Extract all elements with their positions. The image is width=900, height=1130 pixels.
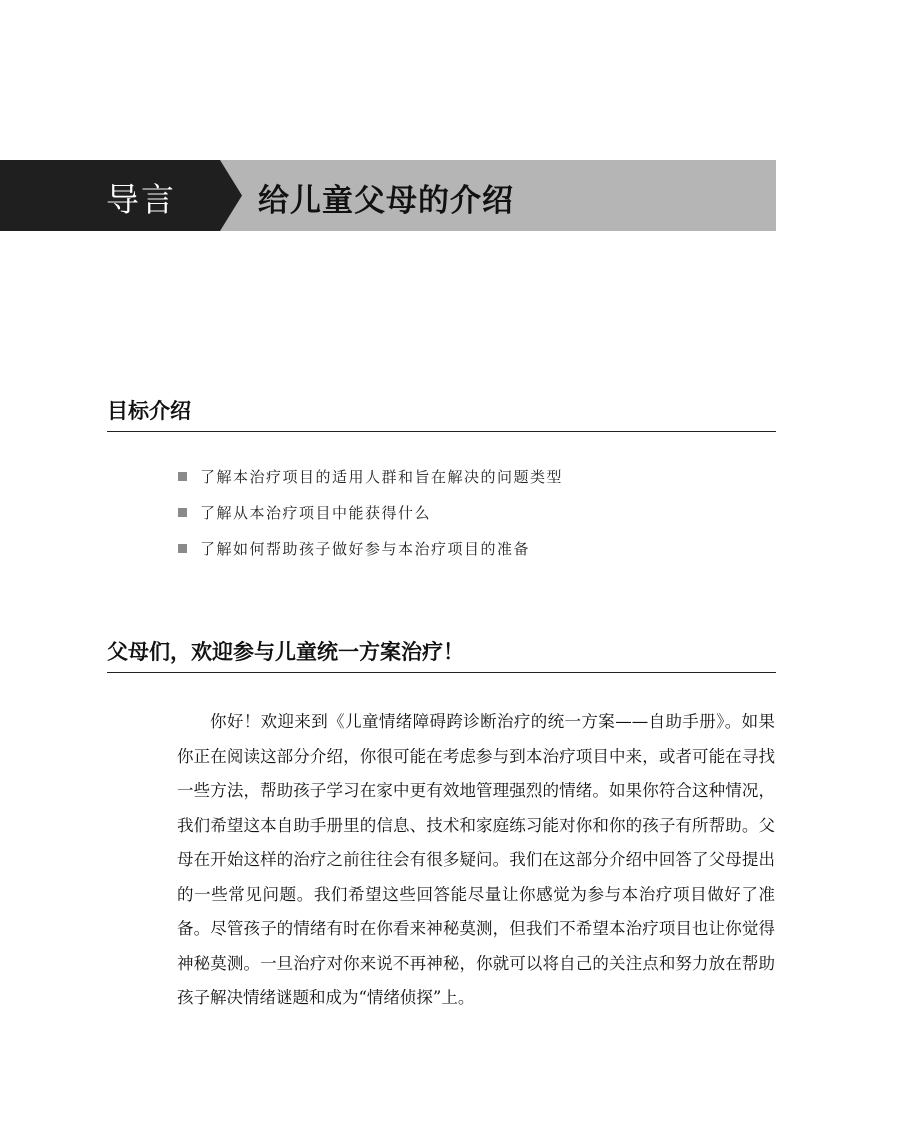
square-bullet-icon (178, 472, 187, 481)
square-bullet-icon (178, 544, 187, 553)
welcome-heading: 父母们，欢迎参与儿童统一方案治疗！ (107, 636, 776, 673)
chapter-title: 给儿童父母的介绍 (258, 183, 514, 219)
objectives-heading: 目标介绍 (107, 395, 776, 432)
objectives-list (178, 466, 563, 574)
objective-item (178, 538, 563, 574)
objective-text: 了解如何帮助孩子做好参与本治疗项目的准备 (200, 540, 531, 558)
square-bullet-icon (178, 508, 187, 517)
objective-text: 了解本治疗项目的适用人群和旨在解决的问题类型 (200, 468, 564, 486)
chapter-banner (0, 160, 776, 231)
objective-item (178, 466, 563, 502)
objective-text: 了解从本治疗项目中能获得什么 (200, 504, 432, 522)
welcome-paragraph: 你好！欢迎来到《儿童情绪障碍跨诊断治疗的统一方案——自助手册》。如果你正在阅读这部分介绍，你很可能在考虑参与到本治疗项目中来，或者可能在寻找一些方法，帮助孩子学习在家中更有效地管理强烈的情绪。如果你符合这种情况，我们希望这本自助手册里的信息、技术和家庭练习能对你和你的孩子有所帮助。父母在开始这样的治疗之前往往会有很多疑问。我们在这部分介绍中回答了父母提出的一些常见问题。我们希望这些回答能尽量让你感觉为参与本治疗项目做好了准备。尽管孩子的情绪有时在你看来神秘莫测，但我们不希望本治疗项目也让你觉得神秘莫测。一旦治疗对你来说不再神秘，你就可以将自己的关注点和努力放在帮助孩子解决情绪谜题和成为“情绪侦探”上。 (177, 712, 775, 1007)
objective-item (178, 502, 563, 538)
chapter-label: 导言 (106, 180, 176, 219)
